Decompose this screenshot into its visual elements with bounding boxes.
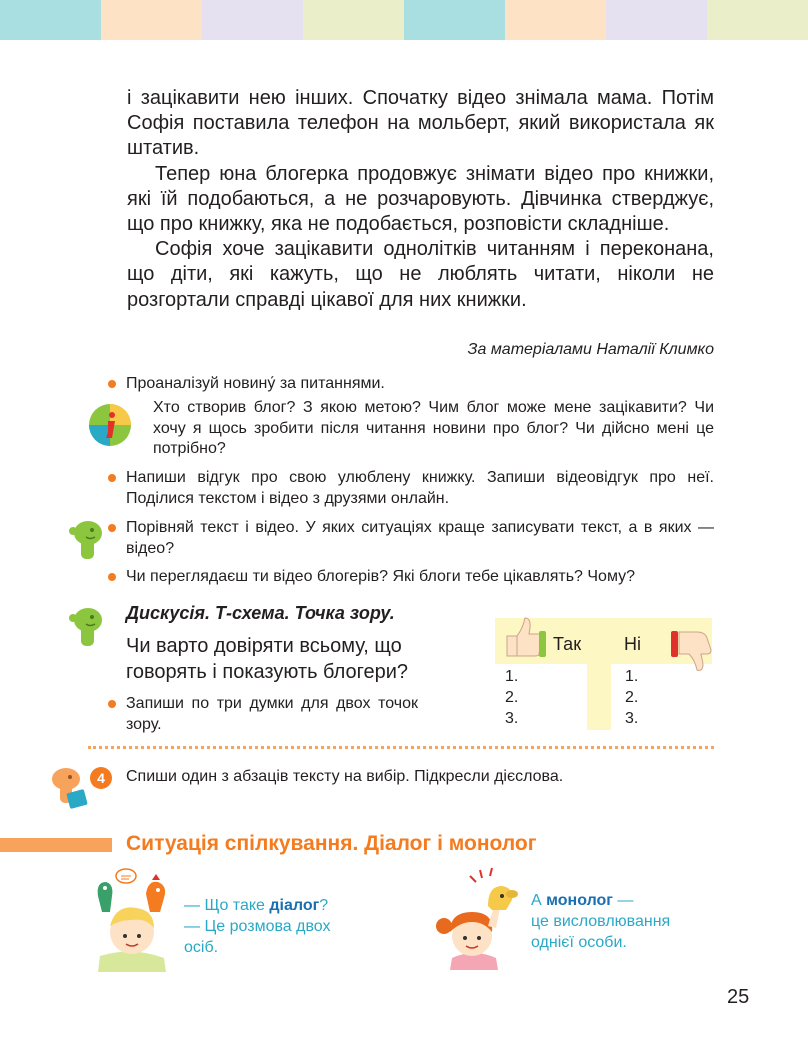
task-bloggers-text: Чи переглядаєш ти відео блогерів? Які блоги тебе цікавлять? Чому? <box>126 568 636 585</box>
strip-4 <box>303 0 404 40</box>
paragraph-1: і зацікавити нею інших. Спочатку відео знімала мама. Потім Софія поставила телефон на мольберт, який використала як штатив. <box>127 87 714 160</box>
t-chart-no-label: Ні <box>624 634 641 654</box>
t-chart <box>495 618 712 730</box>
no-row: 3. <box>625 710 639 727</box>
bullet-dot <box>108 573 116 581</box>
orange-hand-book-icon <box>46 765 92 811</box>
yes-row: 3. <box>505 710 519 727</box>
strip-5 <box>404 0 505 40</box>
task-review-text: Напиши відгук про свою улюблену книжку. Запиши відеовідгук про неї. Поділися текстом і відео з друзями онлайн. <box>126 469 714 507</box>
task-bloggers <box>108 567 714 588</box>
green-hand-icon <box>68 517 106 563</box>
no-row: 1. <box>625 668 639 685</box>
dialog-definition <box>184 895 331 958</box>
bullet-dot <box>108 380 116 388</box>
section-bar <box>0 838 112 852</box>
discussion-title: Дискусія. Т-схема. Точка зору. <box>126 603 395 623</box>
monolog-line-1 <box>531 890 670 911</box>
dialog-line-3: осіб. <box>184 939 219 956</box>
strip-1 <box>0 0 101 40</box>
task-analyze-text: Проаналізуй новину́ за питаннями. <box>126 375 385 392</box>
no-row: 2. <box>625 689 639 706</box>
monolog-line-1-post: — <box>612 892 634 909</box>
girl-puppet-illustration <box>430 866 522 970</box>
info-icon <box>86 402 134 448</box>
t-chart-stem <box>587 664 611 730</box>
bullet-dot <box>108 524 116 532</box>
green-marker <box>539 631 546 657</box>
bullet-dot <box>108 700 116 708</box>
strip-6 <box>505 0 606 40</box>
task-compare <box>108 518 714 559</box>
dotted-divider <box>88 746 714 749</box>
source-attribution: За матеріалами Наталії Климко <box>467 341 714 358</box>
monolog-line-1-pre: А <box>531 892 547 909</box>
dialog-line-1-pre: — Що таке <box>184 897 270 914</box>
green-hand-icon <box>68 604 106 650</box>
task-compare-text: Порівняй текст і відео. У яких ситуаціях краще записувати текст, а в яких — відео? <box>126 519 714 557</box>
section-title: Ситуація спілкування. Діалог і монолог <box>126 832 537 855</box>
dialog-term: діалог <box>269 897 320 914</box>
task-analyze <box>108 374 714 395</box>
analysis-questions: Хто створив блог? З якою метою? Чим блог може мене зацікавити? Чи хочу я щось зробити після читання новини про блог? Чи дійсно мені це потрібно? <box>153 399 714 457</box>
strip-8 <box>707 0 808 40</box>
bullet-dot <box>108 474 116 482</box>
discussion-instruction-text: Запиши по три думки для двох точок зору. <box>126 695 418 733</box>
task-number-badge: 4 <box>90 767 112 789</box>
yes-row: 1. <box>505 668 519 685</box>
task-review <box>108 468 714 509</box>
page-number: 25 <box>727 986 750 1008</box>
top-color-strip <box>0 0 808 40</box>
discussion-question: Чи варто довіряти всьому, що говорять і показують блогери? <box>126 635 409 683</box>
strip-2 <box>101 0 202 40</box>
dialog-line-1-post: ? <box>319 897 329 914</box>
dialog-line-2: — Це розмова двох <box>184 918 331 935</box>
monolog-definition <box>531 890 670 953</box>
discussion-instruction <box>108 694 418 735</box>
strip-7 <box>606 0 707 40</box>
monolog-line-2: це висловлювання <box>531 913 671 930</box>
article-text <box>127 86 714 313</box>
boy-puppet-illustration <box>92 866 172 972</box>
dialog-line-1 <box>184 895 331 916</box>
t-chart-yes-label: Так <box>553 634 582 654</box>
task-4-text: Спиши один з абзаців тексту на вибір. Підкресли дієслова. <box>126 768 564 785</box>
no-column-rows <box>625 666 638 729</box>
paragraph-2: Тепер юна блогерка продовжує знімати відео про книжки, які їй подобаються, а не розчаровують. Дівчинка стверджує, що про книжку, яка не подобається, розповісти складніше. <box>127 162 714 236</box>
strip-3 <box>202 0 303 40</box>
monolog-term: монолог <box>546 892 613 909</box>
yes-column-rows <box>505 666 518 729</box>
yes-row: 2. <box>505 689 519 706</box>
paragraph-3: Софія хоче зацікавити однолітків читанням і переконана, що діти, які кажуть, що не люблять читати, ніколи не розгортали справді цікавої для них книжки. <box>127 238 714 311</box>
monolog-line-3: однієї особи. <box>531 934 627 951</box>
thumbs-down-icon <box>675 626 717 676</box>
